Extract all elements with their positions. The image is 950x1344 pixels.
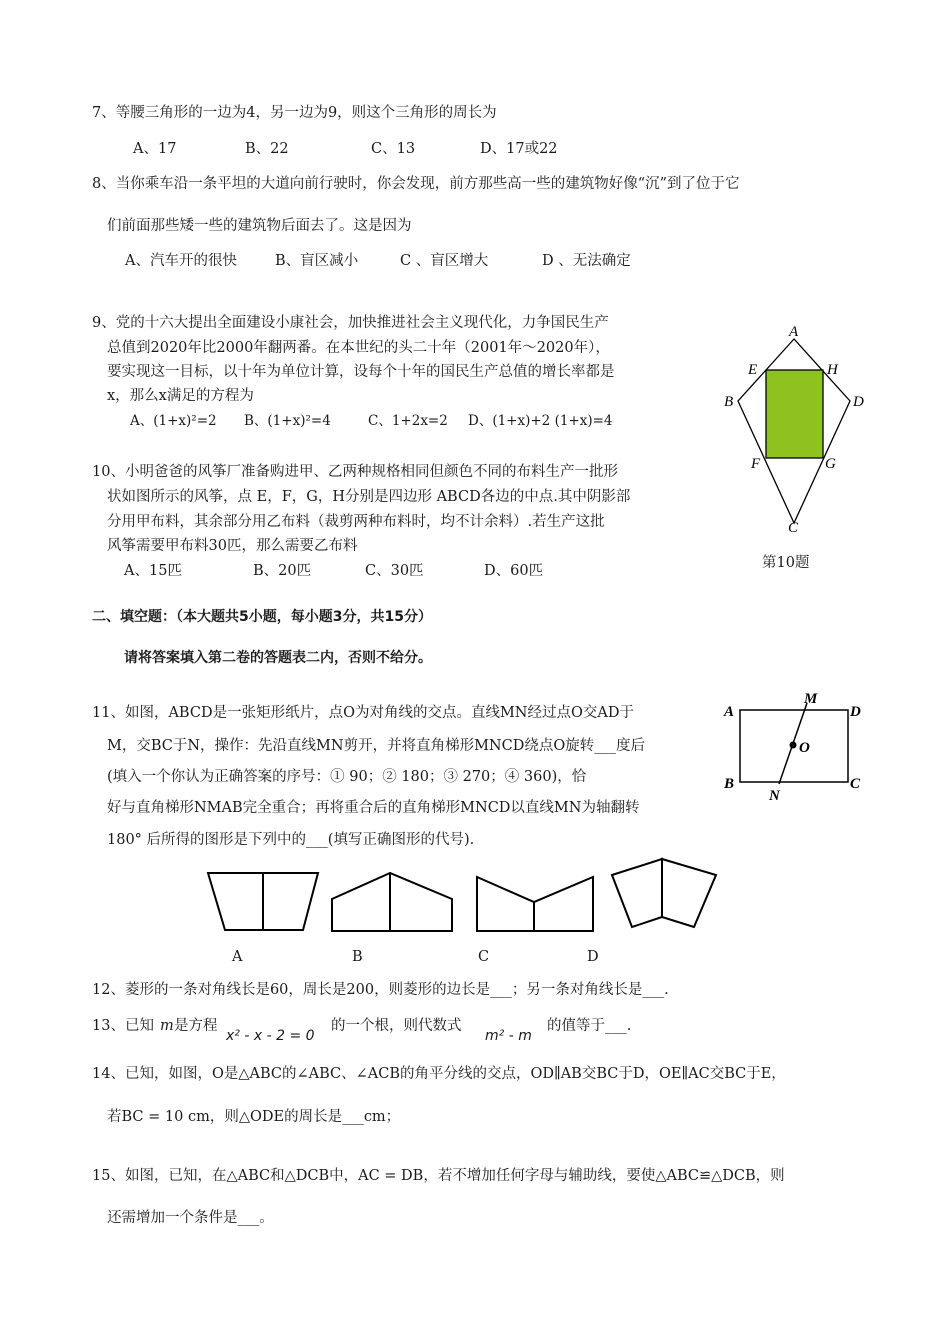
q11-shape-a: [208, 873, 318, 930]
q11-choice-shapes: [200, 855, 720, 940]
q15-line2: 还需增加一个条件是___。: [107, 1210, 274, 1226]
q8-line2: 们前面那些矮一些的建筑物后面去了。这是因为: [107, 218, 412, 234]
section2-note: 请将答案填入第二卷的答题表二内，否则不给分。: [124, 650, 432, 666]
q11-label-c: C: [850, 776, 861, 792]
q10-line2: 状如图所示的风筝，点 E，F，G，H分别是四边形 ABCD各边的中点.其中阴影部: [107, 489, 631, 505]
q13-variable-m: m: [160, 1018, 174, 1034]
q11-choice-b: B: [352, 949, 363, 965]
q11-label-a: A: [724, 704, 735, 720]
q7-option-b: B、22: [245, 141, 289, 157]
q9-option-b: B、(1+x)²=4: [244, 413, 331, 429]
q11-line3: (填入一个你认为正确答案的序号：① 90；② 180；③ 270；④ 360)，恰: [107, 769, 587, 785]
q15-line1: 15、如图，已知，在△ABC和△DCB中，AC = DB，若不增加任何字母与辅助线，要使△ABC≌△DCB，则: [92, 1168, 785, 1184]
q11-choice-a: A: [232, 949, 243, 965]
q13-expression: m² - m: [485, 1028, 532, 1044]
q10-label-d: D: [853, 394, 864, 410]
q11-label-b: B: [724, 776, 735, 792]
q11-choice-c: C: [478, 949, 490, 965]
q11-shape-d: [612, 859, 716, 927]
q11-choice-d: D: [587, 949, 599, 965]
q13-mid2: 的一个根，则代数式: [331, 1018, 462, 1034]
q11-rectangle-figure: [718, 688, 873, 803]
q10-label-e: E: [748, 362, 758, 378]
q8-option-a: A、汽车开的很快: [125, 253, 237, 269]
q10-figure-caption: 第10题: [762, 555, 810, 571]
q10-shaded-rectangle: [766, 370, 823, 458]
q12-text: 12、菱形的一条对角线长是60，周长是200，则菱形的边长是___；另一条对角线长是___.: [92, 982, 669, 998]
q10-label-b: B: [724, 394, 734, 410]
q11-shape-c: [477, 877, 593, 931]
q14-line2: 若BC = 10 cm，则△ODE的周长是___cm；: [107, 1109, 401, 1125]
q11-line5: 180° 后所得的图形是下列中的___(填写正确图形的代号).: [107, 832, 475, 848]
q10-option-c: C、30匹: [365, 563, 424, 579]
q11-shape-b: [332, 873, 452, 931]
q11-point-o: [790, 742, 797, 749]
q7-stem: 7、等腰三角形的一边为4，另一边为9，则这个三角形的周长为: [92, 105, 497, 121]
q8-line1: 8、当你乘车沿一条平坦的大道向前行驶时，你会发现，前方那些高一些的建筑物好像“沉”到了位于它: [92, 176, 740, 192]
q13-equation: x² - x - 2 = 0: [226, 1028, 315, 1044]
q10-label-h: H: [827, 362, 838, 378]
q13-suffix: 的值等于___.: [547, 1018, 632, 1034]
q10-label-f: F: [751, 456, 761, 472]
q9-option-a: A、(1+x)²=2: [130, 413, 217, 429]
q10-option-b: B、20匹: [253, 563, 312, 579]
q10-line3: 分用甲布料，其余部分用乙布料（裁剪两种布料时，均不计余料）.若生产这批: [107, 514, 605, 530]
q10-label-g: G: [825, 456, 836, 472]
q10-option-a: A、15匹: [124, 563, 182, 579]
q8-option-d: D 、无法确定: [542, 253, 631, 269]
q10-label-a: A: [789, 324, 799, 340]
q9-line3: 要实现这一目标，以十年为单位计算，设每个十年的国民生产总值的增长率都是: [107, 364, 615, 380]
q11-label-o: O: [799, 740, 810, 756]
q11-label-n: N: [769, 788, 780, 803]
q9-option-d: D、(1+x)+2 (1+x)=4: [468, 413, 613, 429]
q7-option-c: C、13: [371, 141, 416, 157]
q10-line4: 风筝需要甲布料30匹，那么需要乙布料: [107, 538, 358, 554]
q7-option-a: A、17: [133, 141, 177, 157]
q11-label-m: M: [804, 691, 818, 707]
q14-line1: 14、已知，如图，O是△ABC的∠ABC、∠ACB的角平分线的交点，OD∥AB交BC于D，OE∥AC交BC于E，: [92, 1066, 786, 1082]
q10-option-d: D、60匹: [484, 563, 544, 579]
q9-option-c: C、1+2x=2: [368, 413, 448, 429]
q7-option-d: D、17或22: [480, 141, 558, 157]
q11-label-d: D: [850, 704, 861, 720]
q10-line1: 10、小明爸爸的风筝厂准备购进甲、乙两种规格相同但颜色不同的布料生产一批形: [92, 464, 618, 480]
q9-line1: 9、党的十六大提出全面建设小康社会，加快推进社会主义现代化，力争国民生产: [92, 315, 609, 331]
q11-line1: 11、如图，ABCD是一张矩形纸片，点O为对角线的交点。直线MN经过点O交AD于: [92, 705, 634, 721]
q11-line2: M，交BC于N，操作：先沿直线MN剪开，并将直角梯形MNCD绕点O旋转___度后: [107, 738, 645, 754]
q8-option-b: B、盲区减小: [275, 253, 359, 269]
q9-line4: x，那么x满足的方程为: [107, 388, 254, 404]
q9-line2: 总值到2020年比2000年翻两番。在本世纪的头二十年（2001年～2020年），: [107, 340, 610, 356]
q10-label-c: C: [788, 520, 799, 536]
q13-prefix: 13、已知: [92, 1018, 154, 1034]
section2-title: 二、填空题：（本大题共5小题，每小题3分，共15分）: [92, 609, 432, 625]
q8-option-c: C 、盲区增大: [400, 253, 489, 269]
q10-kite-figure: [715, 318, 875, 538]
q11-line4: 好与直角梯形NMAB完全重合；再将重合后的直角梯形MNCD以直线MN为轴翻转: [107, 800, 640, 816]
q13-mid1: 是方程: [174, 1018, 218, 1034]
